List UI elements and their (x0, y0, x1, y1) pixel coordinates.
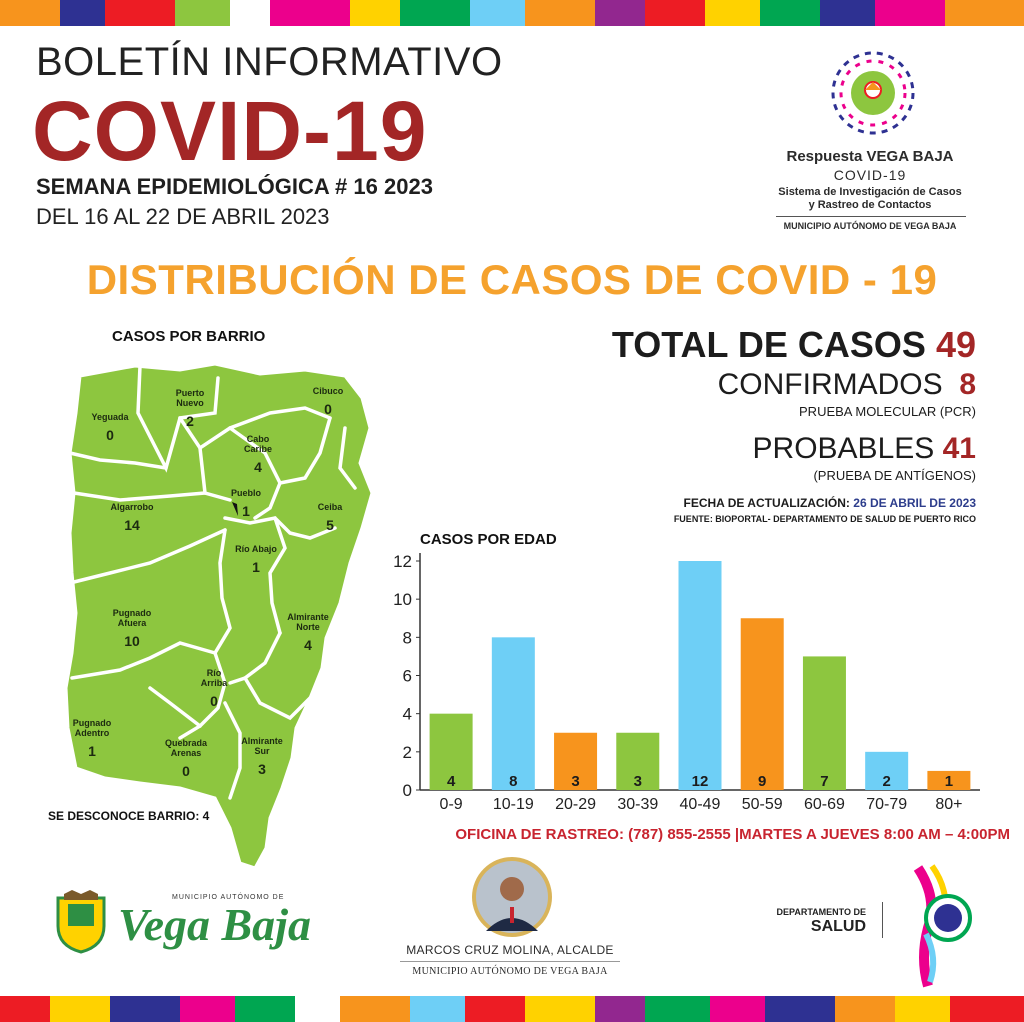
x-category-label: 40-49 (679, 796, 721, 813)
total-value: 49 (935, 324, 976, 365)
y-tick-label: 12 (393, 552, 412, 571)
y-tick-label: 10 (393, 590, 412, 610)
barrio-value-label: 2 (186, 413, 194, 429)
total-label: TOTAL DE CASOS (611, 324, 926, 365)
barrio-title: CASOS POR BARRIO (112, 328, 266, 345)
bar-value-label: 3 (633, 773, 642, 790)
total-cases (612, 324, 976, 366)
respuesta-desc (760, 186, 980, 212)
antigen-label: (PRUEBA DE ANTÍGENOS) (813, 468, 976, 483)
bar-value-label: 9 (758, 773, 767, 790)
probable-label: PROBABLES (752, 432, 935, 465)
vega-baja-shield-icon (52, 890, 110, 954)
barrio-name-label: Puerto (175, 388, 205, 398)
barrio-value-label: 0 (210, 693, 218, 709)
bar-value-label: 1 (944, 773, 954, 790)
tracing-office-info: OFICINA DE RASTREO: (787) 855-2555 |MARTES A JUEVES 8:00 AM – 4:00PM (455, 826, 1010, 843)
barrio-name-label: Afuera (117, 618, 147, 628)
vb-top-text: MUNICIPIO AUTÓNOMO DE (172, 894, 285, 901)
bar-value-label: 2 (882, 773, 891, 790)
respuesta-desc-line2: y Rastreo de Contactos (808, 199, 932, 211)
barrio-value-label: 1 (242, 503, 250, 519)
covid-title: COVID-19 (32, 84, 428, 178)
x-category-label: 30-39 (617, 796, 659, 813)
x-category-label: 60-69 (803, 796, 845, 813)
salud-divider (882, 902, 883, 938)
barrio-value-label: 1 (88, 743, 96, 759)
y-tick-label: 8 (402, 628, 412, 648)
barrio-name-label: Pueblo (230, 488, 262, 498)
barrio-name-label: Nuevo (176, 398, 204, 408)
bar-value-label: 8 (509, 773, 518, 790)
barrio-value-label: 4 (304, 637, 312, 653)
salud-label: SALUD (810, 918, 866, 935)
barrio-name-label: Sur (254, 746, 270, 756)
barrio-name-label: Norte (296, 622, 320, 632)
y-tick-label: 0 (402, 781, 412, 800)
section-title: DISTRIBUCIÓN DE CASOS DE COVID - 19 (86, 256, 938, 303)
x-category-label: 20-29 (555, 796, 597, 813)
barrio-name-label: Almirante (241, 736, 283, 746)
top-decorative-band (0, 0, 1024, 26)
respuesta-desc-line1: Sistema de Investigación de Casos (778, 186, 962, 198)
mayor-name: MARCOS CRUZ MOLINA, ALCALDE (406, 943, 614, 957)
respuesta-sub: COVID-19 (833, 167, 907, 183)
bottom-decorative-band (0, 996, 1024, 1022)
respuesta-municipio: MUNICIPIO AUTÓNOMO DE VEGA BAJA (783, 221, 957, 231)
bar-60-69 (803, 656, 846, 790)
bulletin-title: BOLETÍN INFORMATIVO (36, 40, 503, 84)
barrio-value-label: 3 (258, 761, 266, 777)
update-date-value: 26 DE ABRIL DE 2023 (853, 496, 976, 510)
barrio-name-label: Yeguada (91, 412, 129, 422)
barrio-name-label: Arenas (170, 748, 202, 758)
y-tick-label: 2 (402, 742, 412, 762)
data-source: FUENTE: BIOPORTAL- DEPARTAMENTO DE SALUD DE PUERTO RICO (673, 514, 976, 524)
update-date-label: FECHA DE ACTUALIZACIÓN: (683, 496, 850, 510)
barrio-value-label: 0 (324, 401, 332, 417)
y-tick-label: 6 (402, 666, 412, 686)
barrio-value-label: 10 (124, 633, 140, 649)
barrio-name-label: Almirante (287, 612, 329, 622)
x-category-label: 70-79 (866, 796, 908, 813)
x-category-label: 50-59 (741, 796, 783, 813)
barrio-name-label: Cabo (246, 434, 270, 444)
x-category-label: 10-19 (492, 796, 534, 813)
barrio-name-label: Arriba (200, 678, 228, 688)
barrio-name-label: Pugnado (112, 608, 152, 618)
bar-10-19 (492, 637, 535, 790)
barrio-name-label: Pugnado (72, 718, 112, 728)
respuesta-title: Respuesta VEGA BAJA (786, 148, 954, 165)
barrio-name-label: Algarrobo (110, 502, 154, 512)
bar-value-label: 4 (446, 773, 456, 790)
respuesta-divider (776, 216, 966, 217)
barrio-name-label: Adentro (74, 728, 110, 738)
probable-value: 41 (942, 432, 976, 465)
confirmed-cases (718, 368, 976, 402)
date-range: DEL 16 AL 22 DE ABRIL 2023 (36, 204, 330, 229)
barrio-value-label: 14 (124, 517, 140, 533)
vega-baja-logo: Vega Baja (118, 899, 311, 950)
update-date (684, 496, 977, 510)
barrio-value-label: 0 (182, 763, 190, 779)
confirmed-value: 8 (959, 368, 976, 401)
puerto-rico-seal-icon (898, 858, 978, 988)
barrio-name-label: Río Abajo (235, 544, 277, 554)
mayor-portrait (470, 855, 554, 939)
barrio-desconocido: SE DESCONOCE BARRIO: 4 (48, 809, 210, 823)
respuesta-logo-icon (818, 40, 928, 146)
epi-week: SEMANA EPIDEMIOLÓGICA # 16 2023 (36, 174, 433, 199)
barrio-value-label: 0 (106, 427, 114, 443)
barrio-name-label: Río (206, 668, 222, 678)
age-chart-title: CASOS POR EDAD (420, 531, 557, 548)
probable-cases (753, 432, 976, 466)
barrio-name-label: Cibuco (312, 386, 344, 396)
department-label: DEPARTAMENTO DE (776, 907, 866, 917)
bar-50-59 (741, 618, 784, 790)
pcr-label: PRUEBA MOLECULAR (PCR) (799, 404, 976, 419)
mayor-municipio: MUNICIPIO AUTÓNOMO DE VEGA BAJA (412, 966, 608, 977)
bar-value-label: 3 (571, 773, 580, 790)
bar-40-49 (679, 561, 722, 790)
barrio-name-label: Quebrada (164, 738, 208, 748)
y-tick-label: 4 (402, 704, 412, 724)
barrio-value-label: 1 (252, 559, 260, 575)
confirmed-label: CONFIRMADOS (717, 368, 943, 401)
x-category-label: 0-9 (439, 796, 463, 813)
barrio-map (40, 358, 385, 878)
x-category-label: 80+ (935, 796, 963, 813)
age-bar-chart (380, 545, 1000, 815)
mayor-divider (400, 961, 620, 962)
barrio-value-label: 5 (326, 517, 334, 533)
barrio-name-label: Ceiba (317, 502, 343, 512)
bar-value-label: 12 (691, 773, 709, 790)
barrio-name-label: Caribe (243, 444, 273, 454)
barrio-value-label: 4 (254, 459, 262, 475)
bar-value-label: 7 (820, 773, 829, 790)
